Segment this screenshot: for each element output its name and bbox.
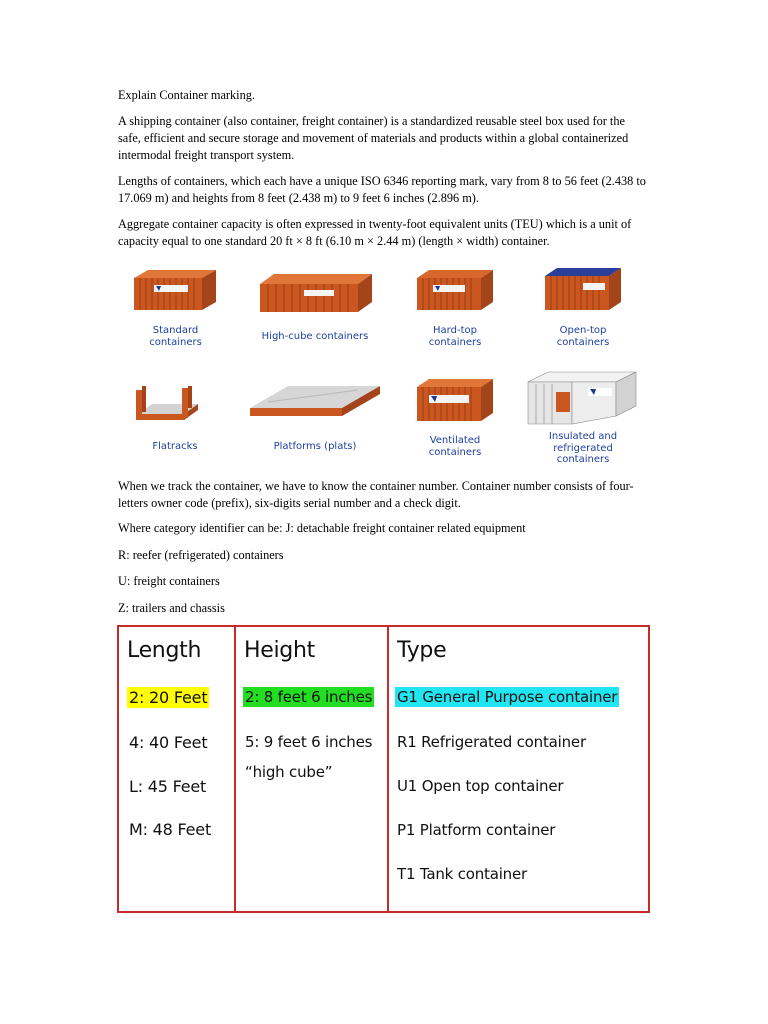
container-label-platform: Platforms (plats) bbox=[273, 441, 357, 452]
container-label-standard: Standard containers bbox=[149, 325, 202, 348]
type-cell: R1 Refrigerated container bbox=[397, 733, 586, 751]
paragraph-teu: Aggregate container capacity is often expressed in twenty-foot equivalent units (TEU) which is a unit of capacity equal to one standard 20 ft × 8 ft (6.10 m × 2.44 m) (length × width) container. bbox=[118, 217, 632, 248]
highlighted-length: 2: 20 Feet bbox=[129, 688, 208, 707]
container-label-flatrack: Flatracks bbox=[152, 441, 198, 452]
height-cell bbox=[243, 688, 374, 706]
paragraph-category-u: U: freight containers bbox=[118, 574, 220, 588]
container-code-table bbox=[117, 625, 650, 913]
length-cell bbox=[127, 688, 209, 707]
paragraph-category-z: Z: trailers and chassis bbox=[118, 601, 225, 615]
type-column bbox=[389, 627, 649, 911]
high-cube-container-icon bbox=[258, 272, 374, 314]
container-label-open-top: Open-top containers bbox=[556, 325, 610, 348]
paragraph-category-j: Where category identifier can be: J: detachable freight container related equipment bbox=[118, 521, 526, 535]
standard-container-icon bbox=[132, 268, 218, 312]
open-top-container-icon bbox=[543, 266, 623, 312]
container-label-ventilated: Ventilated containers bbox=[428, 435, 482, 458]
length-cell: 4: 40 Feet bbox=[129, 733, 208, 752]
length-cell: L: 45 Feet bbox=[129, 777, 207, 796]
container-label-hard-top: Hard-top containers bbox=[428, 325, 482, 348]
container-label-refrigerated: Insulated and refrigerated containers bbox=[548, 431, 618, 465]
highlighted-type: G1 General Purpose container bbox=[397, 688, 618, 706]
paragraph-container-number: When we track the container, we have to know the container number. Container number consists of four-letters owner code (prefix), six-digits serial number and a check digit. bbox=[118, 479, 634, 510]
highlighted-height: 2: 8 feet 6 inches bbox=[245, 688, 373, 706]
paragraph-lengths: Lengths of containers, which each have a unique ISO 6346 reporting mark, vary from 8 to 56 feet (2.438 to 17.069 m) and heights from 8 feet (2.438 m) to 9 feet 6 inches (2.896 m). bbox=[118, 174, 646, 205]
platform-icon bbox=[248, 380, 382, 422]
type-cell bbox=[395, 688, 619, 706]
type-cell: T1 Tank container bbox=[397, 865, 527, 883]
paragraph-definition: A shipping container (also container, freight container) is a standardized reusable steel box used for the safe, efficient and secure storage and movement of materials and products within a global containerized intermodal freight transport system. bbox=[118, 114, 629, 162]
flatrack-icon bbox=[132, 384, 202, 426]
ventilated-container-icon bbox=[415, 377, 495, 423]
length-header: Length bbox=[127, 638, 202, 663]
type-cell: P1 Platform container bbox=[397, 821, 556, 839]
refrigerated-container-icon bbox=[526, 370, 638, 426]
paragraph-category-r: R: reefer (refrigerated) containers bbox=[118, 548, 284, 562]
length-cell: M: 48 Feet bbox=[129, 820, 212, 839]
type-cell: U1 Open top container bbox=[397, 777, 564, 795]
length-column bbox=[119, 627, 234, 911]
height-column bbox=[236, 627, 387, 911]
height-header: Height bbox=[244, 638, 315, 663]
height-cell: “high cube” bbox=[245, 763, 333, 781]
height-cell: 5: 9 feet 6 inches bbox=[245, 733, 373, 751]
document-title: Explain Container marking. bbox=[118, 88, 255, 102]
container-label-high-cube: High-cube containers bbox=[261, 331, 369, 342]
type-header: Type bbox=[397, 638, 447, 663]
hard-top-container-icon bbox=[415, 268, 495, 312]
